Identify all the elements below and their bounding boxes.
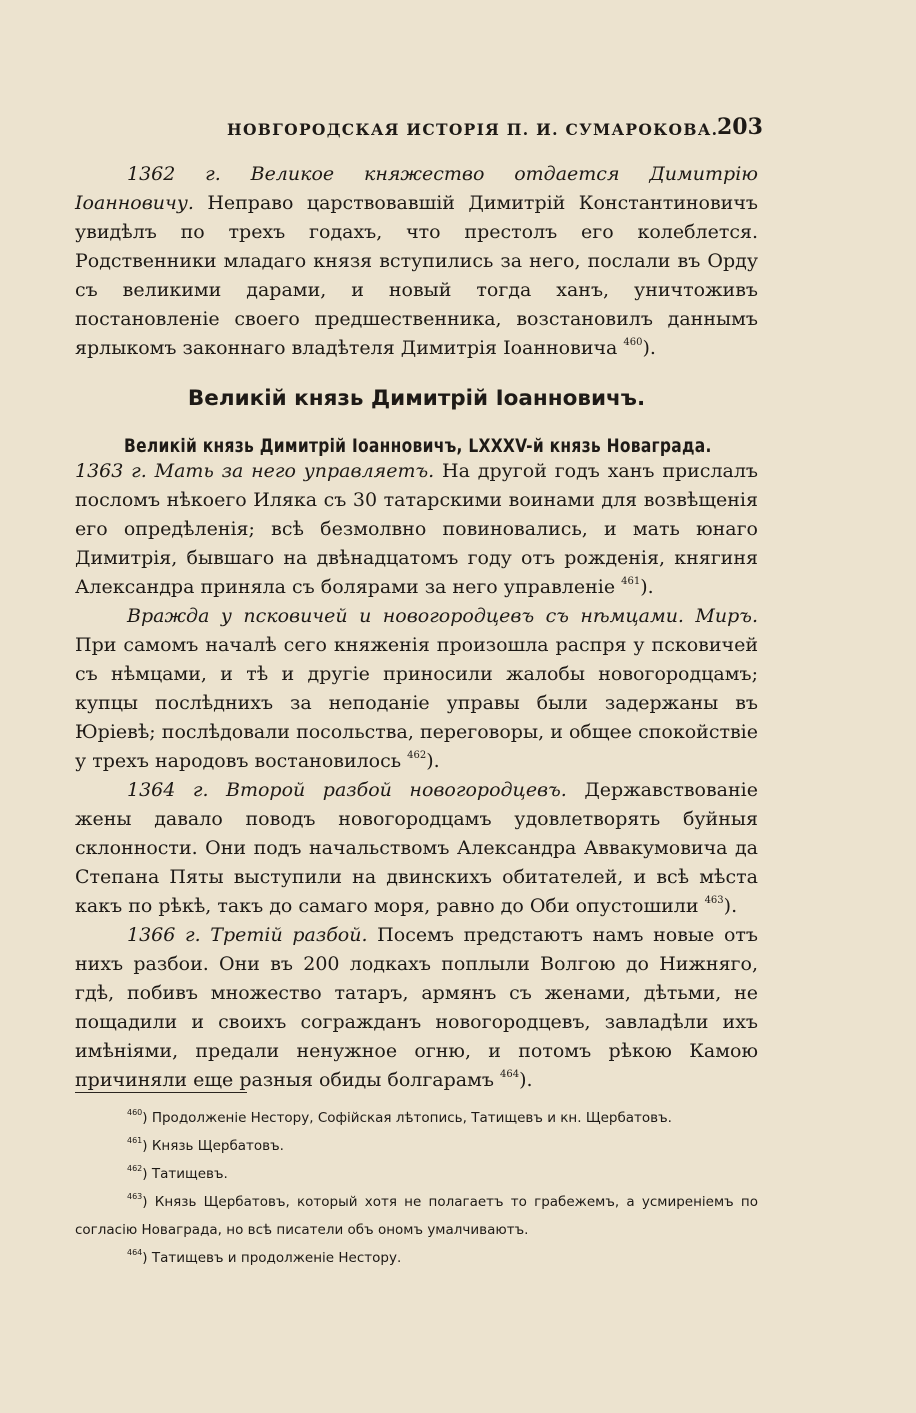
paragraph-lead: 1366 г. Третій разбой. (127, 924, 368, 946)
footnote-ref: 464 (500, 1069, 520, 1080)
paragraph-enmity (75, 602, 758, 776)
footnote-461 (75, 1132, 758, 1160)
paragraph-tail: ). (640, 576, 654, 598)
paragraph-text: При самомъ началѣ сего княженія произошла распря у псковичей съ нѣмцами, и тѣ и другіе приносили жалобы новогородцамъ; купцы послѣднихъ за неподаніе управы были задержаны въ Юріевѣ; послѣдовали посольства, переговоры, и общее спокойствіе у трехъ народовъ востановилось (75, 634, 758, 772)
footnote-text: ) Продолженіе Нестору, Софійская лѣтопись, Татищевъ и кн. Щербатовъ. (142, 1110, 672, 1126)
paragraph-tail: ). (519, 1069, 533, 1091)
footnote-rule (75, 1092, 247, 1093)
paragraph-lead: Вражда у псковичей и новогородцевъ съ нѣмцами. Миръ. (127, 605, 758, 627)
paragraph-1363 (75, 457, 758, 602)
footnote-462 (75, 1160, 758, 1188)
paragraph-text: Посемъ предстаютъ намъ новые отъ нихъ разбои. Они въ 200 лодкахъ поплыли Волгою до Нижняго, гдѣ, побивъ множество татаръ, армянъ съ женами, дѣтьми, не пощадили и своихъ согражданъ новогородцевъ, завладѣли ихъ имѣніями, предали ненужное огню, и потомъ рѣкою Камою причиняли еще разныя обиды болгарамъ (75, 924, 758, 1091)
footnote-text: ) Татищевъ и продолженіе Нестору. (142, 1250, 402, 1266)
running-head (75, 114, 763, 142)
paragraph-lead: 1363 г. Мать за него управляетъ. (75, 460, 435, 482)
chapter-heading: Великій князь Димитрій Іоанновичъ, LXXXV-й князь Новаграда. (124, 436, 712, 457)
footnote-ref: 462 (407, 750, 427, 761)
footnote-mark: 460 (127, 1108, 143, 1117)
paragraph-tail: ). (426, 750, 440, 772)
paragraph-1366 (75, 921, 758, 1095)
footnote-460 (75, 1104, 758, 1132)
paragraph-tail: ). (723, 895, 738, 917)
footnote-mark: 464 (127, 1248, 143, 1257)
section-title: Великій князь Димитрій Іоанновичъ. (187, 386, 646, 411)
footnote-464 (75, 1244, 758, 1272)
footnotes (75, 1104, 758, 1272)
page-number: 203 (717, 114, 763, 140)
footnote-ref: 461 (621, 576, 641, 587)
footnote-ref: 460 (623, 337, 643, 348)
paragraph-lead: 1364 г. Второй разбой новогородцевъ. (127, 779, 567, 801)
paragraph-tail: ). (642, 337, 656, 359)
footnote-mark: 463 (127, 1192, 143, 1201)
paragraph-text: Неправо царствовавшій Димитрій Константиновичъ увидѣлъ по трехъ годахъ, что престолъ его колеблется. Родственники младаго князя вступились за него, послали въ Орду съ великими дарами, и новый тогда ханъ, уничтоживъ постановленіе своего предшественника, возстановилъ даннымъ ярлыкомъ законнаго владѣтеля Димитрія Іоанновича (75, 192, 758, 359)
footnote-mark: 461 (127, 1136, 143, 1145)
running-title: НОВГОРОДСКАЯ ИСТОРІЯ П. И. СУМАРОКОВА. (227, 120, 719, 139)
footnote-463 (75, 1188, 758, 1244)
paragraph-1362-block (75, 160, 758, 363)
paragraph-lead: 1362 г. Великое княжество отдается Димитрію Іоанновичу. (75, 163, 758, 214)
footnote-text: ) Татищевъ. (142, 1166, 228, 1182)
footnote-ref: 463 (704, 895, 724, 906)
footnote-mark: 462 (127, 1164, 143, 1173)
paragraph-text: Державствованіе жены давало поводъ новогородцамъ удовлетворять буйныя склонности. Они подъ начальствомъ Александра Аввакумовича да Степана Пяты выступили на двинскихъ обитателей, и всѣ мѣста какъ по рѣкѣ, такъ до самаго моря, равно до Оби опустошили (75, 779, 758, 917)
footnote-text: ) Князь Щербатовъ. (142, 1138, 284, 1154)
footnote-text: ) Князь Щербатовъ, который хотя не полагаетъ то грабежемъ, а усмиреніемъ по согласію Новаграда, но всѣ писатели объ ономъ умалчиваютъ. (75, 1194, 758, 1238)
paragraph-1362 (75, 160, 758, 363)
main-text (75, 457, 758, 1095)
paragraph-1364 (75, 776, 758, 921)
paragraph-text: На другой годъ ханъ прислалъ посломъ нѣкоего Иляка съ 30 татарскими воинами для возвѣщенія его опредѣленія; всѣ безмолвно повиновались, и мать юнаго Димитрія, бывшаго на двѣнадцатомъ году отъ рожденія, княгиня Александра приняла съ болярами за него управленіе (75, 460, 759, 598)
